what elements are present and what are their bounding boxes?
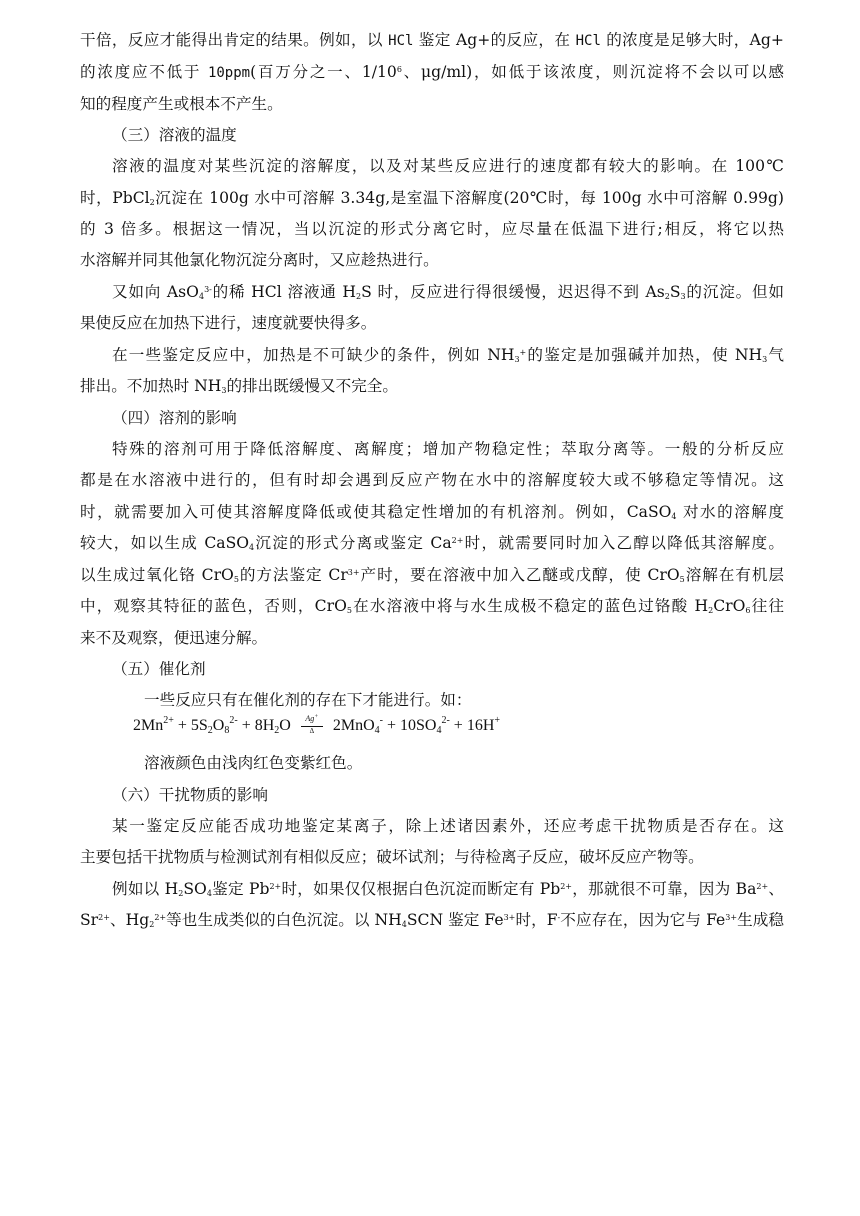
text: 的 3 倍多。根据这一情况，当以沉淀的形式分离它时，应尽量在低温下进行;相反，将它以热 [80,220,784,238]
text: 等也生成类似的白色沉淀。以 NH [166,911,402,929]
text: 、Hg [109,911,150,929]
superscript: 2+ [98,913,110,922]
text: (百万分之一、1/10 [250,63,397,81]
text-line [80,188,784,208]
subscript: 8 [224,725,230,736]
subscript: 2 [355,292,362,301]
text: 在一些鉴定反应中，加热是不可缺少的条件，例如 NH [112,346,515,364]
text: 的排出既缓慢又不完全。 [226,377,398,395]
eq-term: + 10SO [382,717,437,734]
text-line [80,847,784,867]
subscript: 2 [274,725,280,736]
text: 水溶解并同其他氯化物沉淀分离时，又应趁热进行。 [80,251,439,269]
text: 的浓度是足够大时， [600,31,750,49]
section-heading: （三）溶液的温度 [112,126,237,144]
text: 某一鉴定反应能否成功地鉴定某离子，除上述诸因素外，还应考虑干扰物质是否存在。这 [112,817,784,835]
text: 对水的溶解度 [676,503,784,521]
text: 、 [768,880,784,898]
subscript: 4 [401,920,407,929]
superscript: 2+ [756,882,769,891]
text: ，那就很不可靠，因为 Ba [572,880,757,898]
subscript: 5 [233,575,239,584]
superscript: 2+ [560,882,573,891]
superscript: - [379,715,383,726]
text-line [112,282,784,302]
superscript: 2+ [163,715,174,726]
subscript: 2 [708,606,714,615]
text: 的沉淀。但如 [685,283,784,301]
heat-symbol: Δ [309,727,315,736]
subscript: 5 [346,606,352,615]
text: +的反应，在 [477,31,576,49]
catalyst-label [295,714,329,724]
superscript: 3- [204,285,212,294]
text: 果使反应在加热下进行，速度就要快得多。 [80,314,377,332]
subscript: 4 [206,889,212,898]
text: 溶液的温度对某些沉淀的溶解度，以及对某些反应进行的速度都有较大的影响。在 100℃ [112,157,784,175]
text: S 时，反应进行得很缓慢，迟迟得不到 As [361,283,665,301]
superscript: - [557,913,561,922]
text-line [80,94,784,114]
subscript: 2 [149,198,155,207]
text: + [770,31,784,49]
text: 排出。不加热时 NH [80,377,222,395]
eq-term: 2MnO [332,717,375,734]
text: 在水溶液中将与水生成极不稳定的蓝色过铬酸 H [351,597,709,615]
text: 往往 [750,597,784,615]
text-line [80,376,784,396]
superscript: 6 [396,65,402,74]
text: SO [183,880,207,898]
text-line [112,439,784,459]
text-line [112,879,784,899]
text: SCN 鉴定 Fe [406,911,504,929]
text: 溶解在有机层 [684,566,784,584]
text: 以生成过氧化铬 CrO [80,566,234,584]
subscript: 2 [207,725,213,736]
text-line [112,816,784,836]
text: 知的程度产生或根本不产生。 [80,95,283,113]
eq-term: + 8H [237,717,275,734]
text-line [80,313,784,333]
text: 特殊的溶剂可用于降低溶解度、离解度；增加产物稳定性；萃取分离等。一般的分析反应 [112,440,784,458]
text-line [80,62,784,83]
superscript: 3+ [725,913,738,922]
subscript: 3 [680,292,686,301]
text: 沉淀的形式分离或鉴定 Ca [254,534,452,552]
superscript: + [314,714,319,721]
text: 、μg/ml)，如低于该浓度，则沉淀将不会以可以感 [401,63,784,81]
text: 都是在水溶液中进行的，但有时却会遇到反应产物在水中的溶解度较大或不够稳定等情况。这 [80,471,784,489]
text-line [80,30,784,51]
text: 产时，要在溶液中加入乙醚或戊醇，使 CrO [359,566,680,584]
text: 中，观察其特征的蓝色，否则，CrO [80,597,347,615]
text: 生成稳 [737,911,784,929]
text: 气 [767,346,784,364]
text: 时， [80,189,113,207]
text: Ag [455,31,478,49]
text: 较大，如以生成 CaSO [80,534,250,552]
text: S [669,283,681,301]
text-line [112,156,784,176]
text: 时，就需要加入可使其溶解度降低或使其稳定性增加的有机溶剂。例如，CaSO [80,503,672,521]
subscript: 2 [149,920,155,929]
text-line [80,502,784,522]
text: 的稀 HCl 溶液通 H [211,283,356,301]
eq-term: + 5S [173,717,208,734]
text: CrO [713,597,746,615]
text-line [80,910,784,930]
text: 时，F [515,911,558,929]
superscript: 3+ [347,568,360,577]
text: 来不及观察，便迅速分解。 [80,629,268,647]
eq-term: O [212,717,225,734]
chemical-equation [133,714,500,738]
text-line [80,596,784,616]
subscript: 4 [374,725,380,736]
superscript: 2+ [154,913,167,922]
text-line [80,565,784,585]
superscript: 2- [441,715,450,726]
text: 时，就需要同时加入乙醇以降低其溶解度。 [463,534,784,552]
text: 10ppm [207,65,251,81]
text-line: 溶液颜色由浅肉红色变紫红色。 [144,754,363,772]
text: 沉淀在 100g 水中可溶解 3.34g,是室温下溶解度(20℃时，每 100g 水中可溶解 0.99g) [154,189,784,207]
subscript: 4 [249,543,255,552]
text: 例如以 H [112,880,179,898]
superscript: 3+ [503,913,516,922]
text: 的浓度应不低于 [80,63,208,81]
subscript: 3 [221,386,227,395]
text-line [80,250,784,270]
section-heading: （四）溶剂的影响 [112,409,237,427]
subscript: 4 [436,725,442,736]
text: 鉴定 Pb [211,880,270,898]
text-line [80,628,784,648]
superscript: 2- [229,715,238,726]
superscript: 2+ [269,882,282,891]
subscript: 3 [514,355,520,364]
subscript: 4 [198,292,205,301]
superscript: + [494,715,501,726]
text: 时，如果仅仅根据白色沉淀而断定有 Pb [281,880,561,898]
text: 鉴定 [413,31,456,49]
text: 干倍，反应才能得出肯定的结果。例如，以 [80,31,389,49]
section-heading: （六）干扰物质的影响 [112,786,268,804]
subscript: 3 [762,355,768,364]
eq-term: + 16H [449,717,495,734]
subscript: 6 [745,606,751,615]
reaction-arrow [295,714,329,738]
text-line: 一些反应只有在催化剂的存在下才能进行。如： [144,691,472,709]
subscript: 5 [679,575,685,584]
subscript: 2 [664,292,670,301]
subscript: 2 [178,889,184,898]
section-heading: （五）催化剂 [112,660,206,678]
text: 主要包括干扰物质与检测试剂有相似反应；破坏试剂；与待检离子反应，破坏反应产物等。 [80,848,704,866]
text-line [80,533,784,553]
text-line [80,470,784,490]
text: 又如向 AsO [112,283,199,301]
text: 不应存在，因为它与 Fe [560,911,726,929]
text: 的方法鉴定 Cr [238,566,348,584]
catalyst-text: Ag [305,714,315,724]
superscript: 2+ [451,536,464,545]
text: PbCl [112,189,150,207]
text-line [80,219,784,239]
superscript: + [519,348,527,357]
text: Ag [749,31,771,49]
text: 的鉴定是加强碱并加热，使 NH [526,346,763,364]
text: Sr [80,911,99,929]
eq-term: 2Mn [133,717,164,734]
text: HCl [388,33,414,49]
subscript: 4 [671,512,677,521]
eq-term: O [279,717,291,734]
text-line [112,345,784,365]
text: HCl [575,33,601,49]
